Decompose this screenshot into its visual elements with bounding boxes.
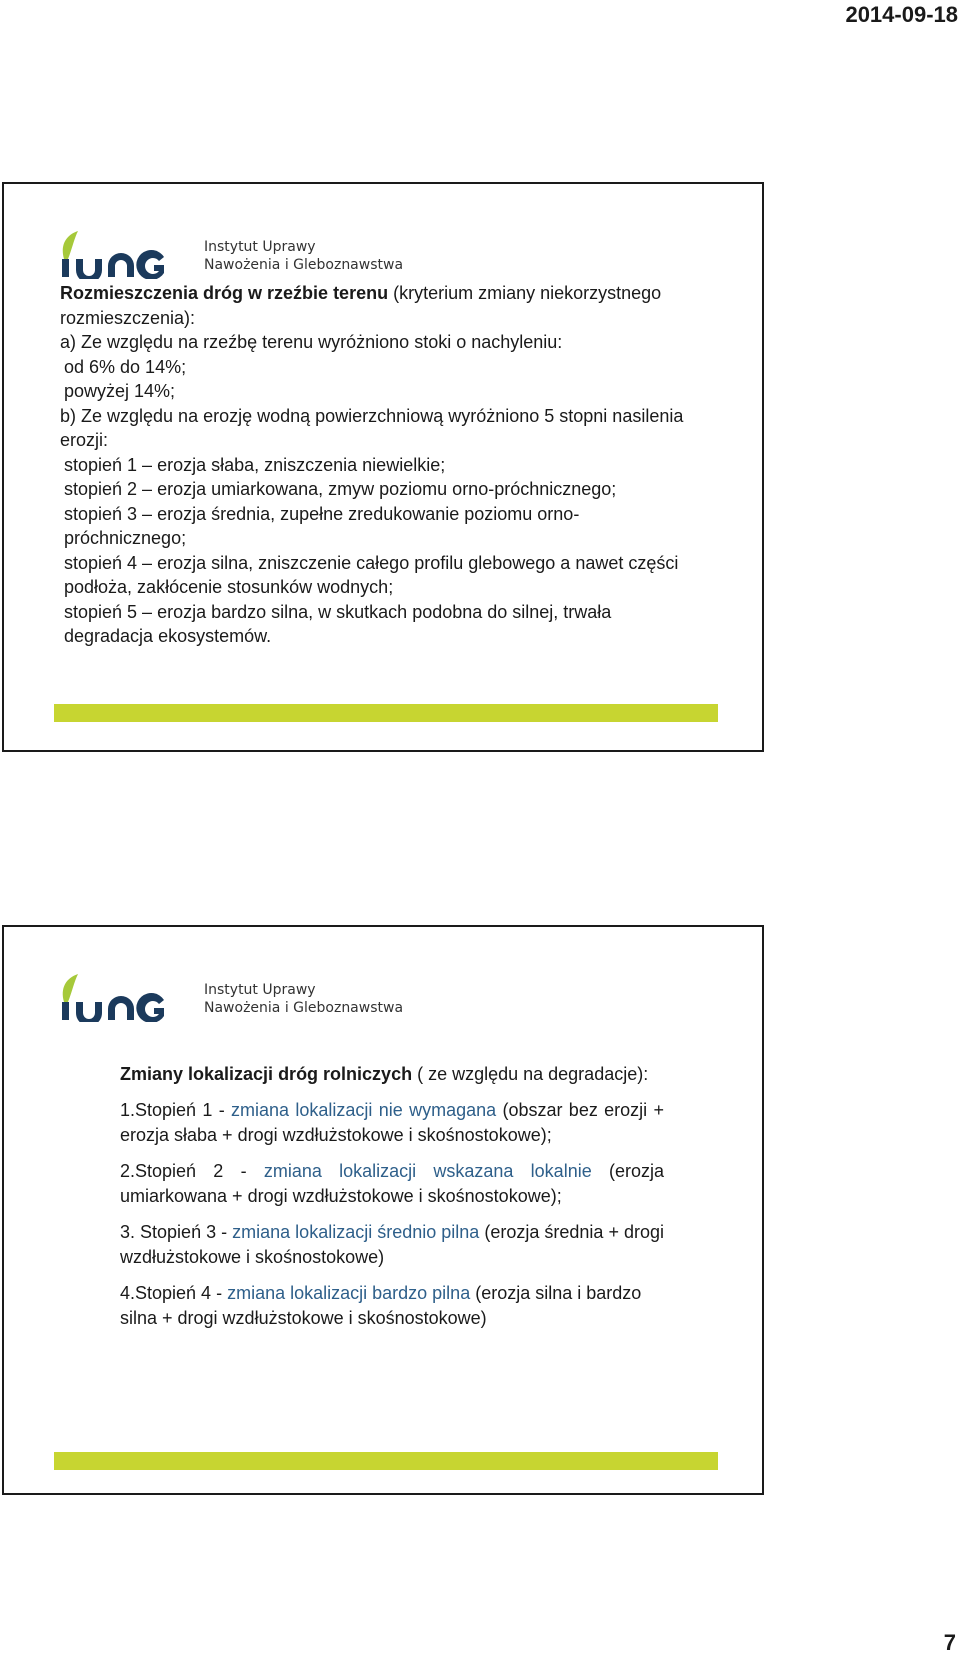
slide-1-title-paragraph [60, 281, 700, 330]
slide-2-item [120, 1159, 664, 1209]
item-highlight: zmiana lokalizacji średnio pilna [232, 1222, 480, 1242]
item-rest: (erozja silna i bardzo silna + drogi wzdłużstokowe i skośnostokowe) [120, 1283, 642, 1328]
slide-1-title-rest: (kryterium zmiany niekorzystnego rozmieszczenia): [60, 283, 662, 328]
iung-logo [54, 229, 404, 279]
slide-1-line: b) Ze względu na erozję wodną powierzchniową wyróżniono 5 stopni nasilenia erozji: [60, 405, 684, 450]
slide-1-body [60, 281, 700, 649]
item-prefix: 1.Stopień 1 - [120, 1100, 232, 1120]
iung-logo-mark [54, 229, 194, 279]
slide-1-line: powyżej 14%; [64, 381, 176, 401]
slide-1 [2, 182, 764, 752]
item-prefix: 3. Stopień 3 - [120, 1222, 233, 1242]
slide-2 [2, 925, 764, 1495]
slide-2-title: Zmiany lokalizacji dróg rolniczych [120, 1064, 413, 1084]
slide-1-line: stopień 4 – erozja silna, zniszczenie całego profilu glebowego a nawet części podłoża, zakłócenie stosunków wodnych; [64, 552, 679, 597]
logo-institute-line2: Nawożenia i Gleboznawstwa [204, 257, 404, 273]
item-highlight: zmiana lokalizacji wskazana lokalnie [263, 1161, 592, 1181]
slide-2-item [120, 1220, 664, 1270]
slide-1-line: a) Ze względu na rzeźbę terenu wyróżniono stoki o nachyleniu: [60, 332, 563, 352]
slide-2-body [120, 1062, 664, 1342]
header-date: 2014-09-18 [845, 2, 958, 27]
slide-1-line: stopień 2 – erozja umiarkowana, zmyw poziomu orno-próchnicznego; [64, 479, 617, 499]
item-rest: (erozja umiarkowana + drogi wzdłużstokowe i skośnostokowe); [120, 1161, 664, 1206]
iung-logo-mark [54, 972, 194, 1022]
item-rest: (obszar bez erozji + erozja słaba + drogi wzdłużstokowe i skośnostokowe); [120, 1100, 664, 1145]
slide-1-line: od 6% do 14%; [64, 356, 187, 377]
item-prefix: 2.Stopień 2 - [120, 1161, 264, 1181]
slide-2-title-rest: ( ze względu na degradacje): [412, 1064, 649, 1084]
page-number: 7 [943, 1630, 956, 1655]
logo-institute-line1: Instytut Uprawy [204, 239, 316, 255]
slide-2-title-paragraph [120, 1062, 664, 1087]
item-highlight: zmiana lokalizacji nie wymagana [231, 1100, 497, 1120]
slide-1-title: Rozmieszczenia dróg w rzeźbie terenu [60, 283, 389, 303]
item-rest: (erozja średnia + drogi wzdłużstokowe i skośnostokowe) [120, 1222, 664, 1267]
item-prefix: 4.Stopień 4 - [120, 1283, 228, 1303]
slide-2-item [120, 1098, 664, 1148]
logo-institute-line1: Instytut Uprawy [204, 982, 316, 998]
accent-bar [54, 704, 718, 722]
slide-2-item [120, 1281, 664, 1331]
slide-1-line: stopień 5 – erozja bardzo silna, w skutkach podobna do silnej, trwała degradacja ekosystemów. [64, 601, 612, 646]
iung-logo [54, 972, 404, 1022]
slide-1-line: stopień 3 – erozja średnia, zupełne zredukowanie poziomu orno-próchnicznego; [64, 503, 580, 548]
logo-institute-line2: Nawożenia i Gleboznawstwa [204, 1000, 404, 1016]
accent-bar [54, 1452, 718, 1470]
item-highlight: zmiana lokalizacji bardzo pilna [227, 1283, 471, 1303]
slide-1-line: stopień 1 – erozja słaba, zniszczenia niewielkie; [64, 454, 446, 475]
